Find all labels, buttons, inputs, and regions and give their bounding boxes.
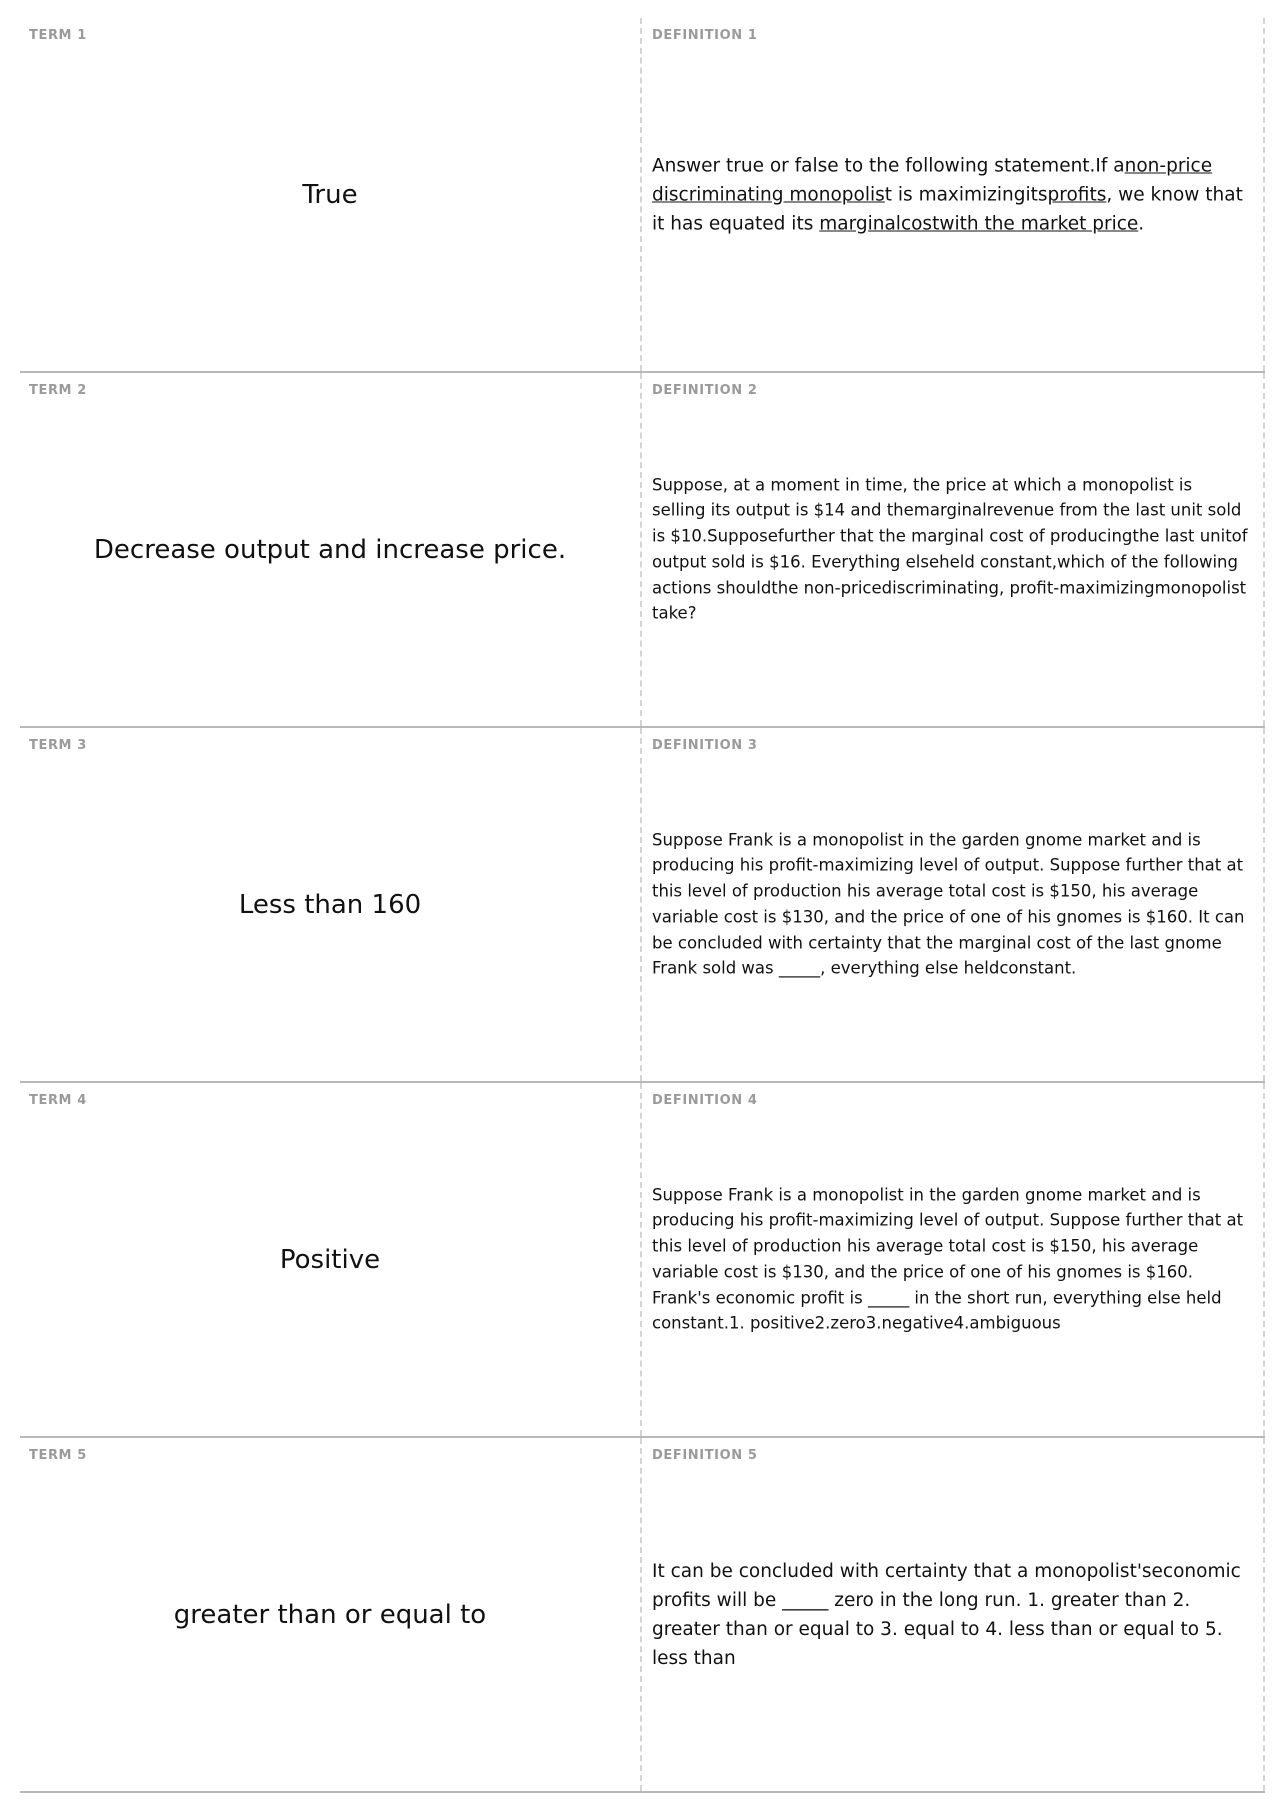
definition-underlined-term: profits (1047, 184, 1107, 205)
card-row-2 (20, 373, 1265, 728)
term-cell (20, 373, 640, 726)
term-label: TERM 1 (29, 28, 87, 43)
definition-label: DEFINITION 5 (652, 1448, 758, 1463)
definition-cell (640, 18, 1265, 371)
term-text: True (302, 179, 358, 210)
term-text: Less than 160 (238, 889, 422, 920)
term-text: Positive (279, 1244, 381, 1275)
definition-text-segment: , we know that it has equated its (652, 184, 1243, 234)
definition-text: Suppose, at a moment in time, the price at which a monopolist is selling its output is $14 and themarginalrevenue from the last unit sold is $10.Supposefurther that the marginal cost of producingthe last unitof output sold is $16. Everything elseheld constant,which of the following actions shouldthe non-pricediscriminating, profit-maximizingmonopolist take? (652, 475, 1248, 624)
definition-cell (640, 1083, 1265, 1436)
definition-underlined-term: non-price discriminating monopolis (652, 155, 1213, 205)
definition-text: It can be concluded with certainty that a monopolist'seconomic profits will be _____ zero in the long run. 1. greater than 2. greater than or equal to 3. equal to 4. less than or equal to 5. less than (652, 1560, 1241, 1669)
term-cell (20, 728, 640, 1081)
card-row-3 (20, 728, 1265, 1083)
term-cell (20, 18, 640, 371)
definition-label: DEFINITION 3 (652, 738, 758, 753)
definition-label: DEFINITION 1 (652, 28, 758, 43)
card-row-1 (20, 18, 1265, 373)
term-label: TERM 2 (29, 383, 87, 398)
definition-cell (640, 728, 1265, 1081)
flashcard-sheet (20, 18, 1265, 1793)
definition-cell (640, 373, 1265, 726)
definition-text: Suppose Frank is a monopolist in the garden gnome market and is producing his profit-maximizing level of output. Suppose further that at this level of production his average total cost is $150, his average variable cost is $130, and the price of one of his gnomes is $160. Frank's economic profit is _____ in the short run, everything else held constant.1. positive2.zero3.negative4.ambiguous (652, 1185, 1244, 1334)
definition-text (652, 151, 1249, 238)
definition-text-segment: . (1138, 213, 1145, 234)
card-row-4 (20, 1083, 1265, 1438)
term-text: Decrease output and increase price. (93, 534, 567, 565)
term-cell (20, 1438, 640, 1791)
term-label: TERM 3 (29, 738, 87, 753)
term-label: TERM 4 (29, 1093, 87, 1108)
definition-label: DEFINITION 2 (652, 383, 758, 398)
term-text: greater than or equal to (173, 1599, 487, 1630)
definition-text-segment: t is maximizingits (884, 184, 1048, 205)
term-cell (20, 1083, 640, 1436)
definition-cell (640, 1438, 1265, 1791)
card-row-5 (20, 1438, 1265, 1793)
definition-text: Suppose Frank is a monopolist in the garden gnome market and is producing his profit-maximizing level of output. Suppose further that at this level of production his average total cost is $150, his average variable cost is $130, and the price of one of his gnomes is $160. It can be concluded with certainty that the marginal cost of the last gnome Frank sold was _____, everything else heldconstant. (652, 830, 1245, 979)
definition-text-segment: Answer true or false to the following statement.If a (652, 155, 1125, 176)
term-label: TERM 5 (29, 1448, 87, 1463)
definition-underlined-term: marginalcostwith the market price (819, 213, 1139, 234)
definition-label: DEFINITION 4 (652, 1093, 758, 1108)
